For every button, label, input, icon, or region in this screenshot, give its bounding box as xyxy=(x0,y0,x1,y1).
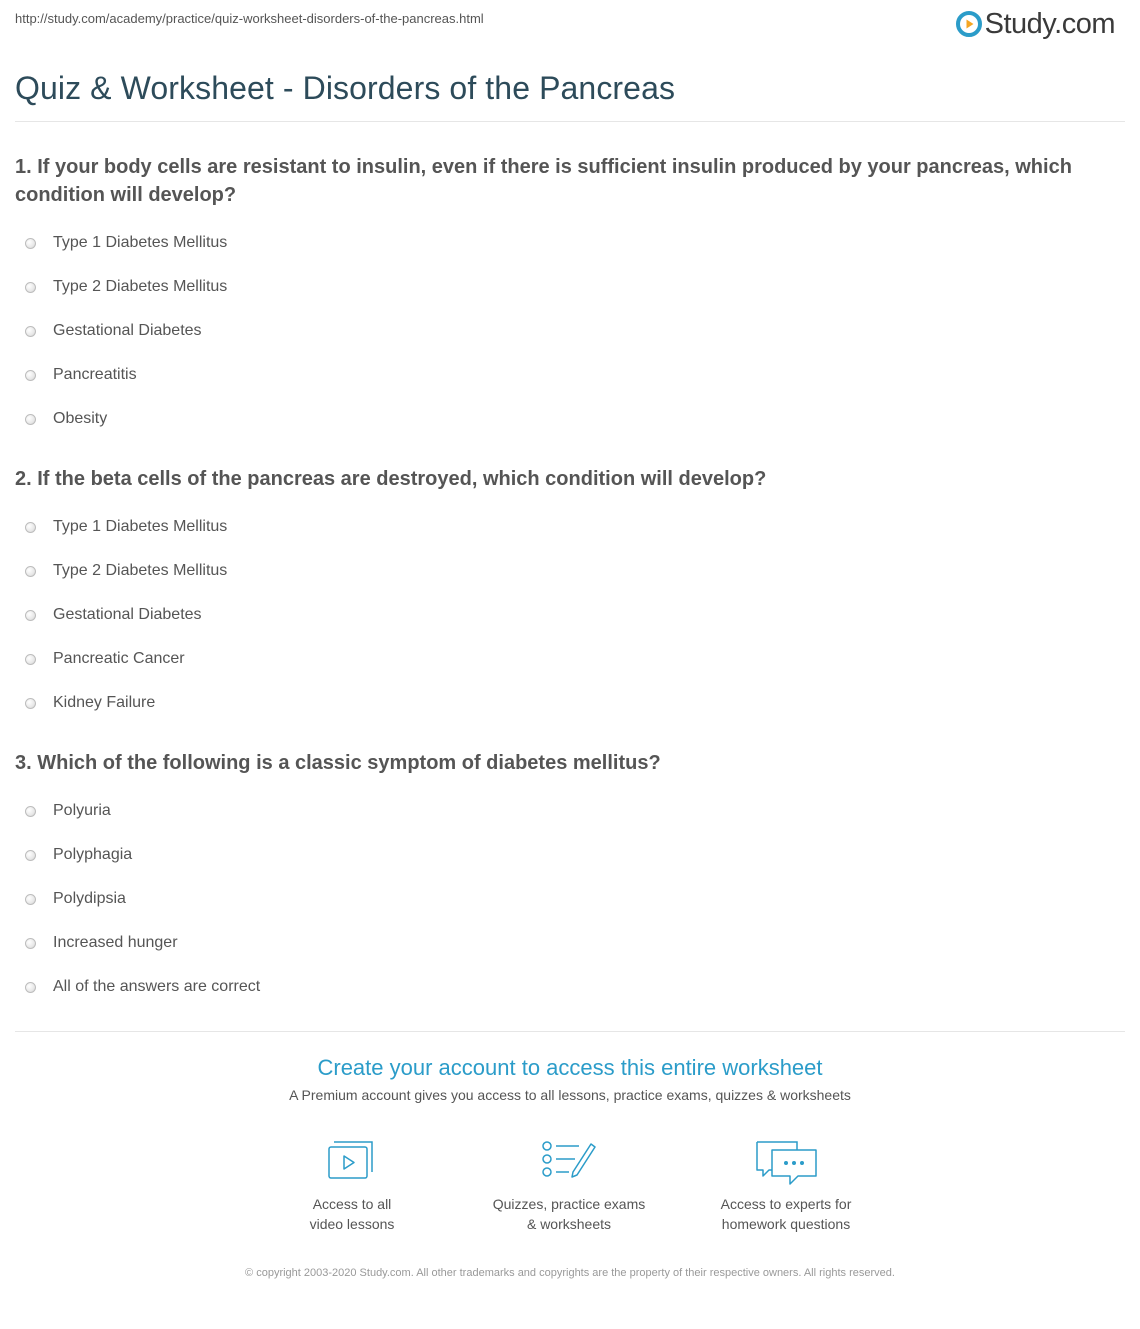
question-text: 3. Which of the following is a classic symptom of diabetes mellitus? xyxy=(15,752,661,774)
radio-button[interactable] xyxy=(25,982,36,993)
feature-text xyxy=(257,1194,447,1234)
question-text: 2. If the beta cells of the pancreas are destroyed, which condition will develop? xyxy=(15,468,767,490)
create-account-link[interactable]: Create your account to access this entire worksheet xyxy=(317,1055,823,1080)
radio-button[interactable] xyxy=(25,938,36,949)
answer-option[interactable] xyxy=(15,265,1115,309)
question-2 xyxy=(15,465,1115,725)
option-label: Kidney Failure xyxy=(53,694,156,711)
answer-option[interactable] xyxy=(15,965,1115,1009)
top-bar xyxy=(15,8,1115,43)
feature-text xyxy=(691,1194,881,1234)
option-label: Gestational Diabetes xyxy=(53,322,202,339)
feature-line: Access to all xyxy=(312,1196,392,1212)
radio-button[interactable] xyxy=(25,282,36,293)
option-label: Gestational Diabetes xyxy=(53,606,202,623)
signup-cta xyxy=(0,1055,1140,1103)
radio-button[interactable] xyxy=(25,806,36,817)
radio-button[interactable] xyxy=(25,654,36,665)
feature-experts xyxy=(691,1138,881,1234)
option-label: Pancreatitis xyxy=(53,366,137,383)
page-title: Quiz & Worksheet - Disorders of the Pancreas xyxy=(15,70,676,106)
option-label: All of the answers are correct xyxy=(53,978,261,995)
answer-option[interactable] xyxy=(15,353,1115,397)
copyright-notice: © copyright 2003-2020 Study.com. All other trademarks and copyrights are the property of their respective owners. All rights reserved. xyxy=(245,1267,895,1279)
answer-option[interactable] xyxy=(15,397,1115,441)
video-lessons-icon xyxy=(326,1138,378,1182)
option-label: Polyphagia xyxy=(53,846,133,863)
radio-button[interactable] xyxy=(25,698,36,709)
radio-button[interactable] xyxy=(25,850,36,861)
radio-button[interactable] xyxy=(25,566,36,577)
option-label: Polydipsia xyxy=(53,890,126,907)
radio-button[interactable] xyxy=(25,238,36,249)
title-divider xyxy=(15,121,1125,122)
option-label: Type 1 Diabetes Mellitus xyxy=(53,234,228,251)
question-text: 1. If your body cells are resistant to insulin, even if there is sufficient insulin produced by your pancreas, which condition will develop? xyxy=(15,156,1072,206)
option-label: Type 1 Diabetes Mellitus xyxy=(53,518,228,535)
cta-subtitle: A Premium account gives you access to all lessons, practice exams, quizzes & worksheets xyxy=(289,1087,851,1103)
chat-bubbles-icon xyxy=(754,1138,818,1188)
radio-button[interactable] xyxy=(25,522,36,533)
answer-option[interactable] xyxy=(15,877,1115,921)
radio-button[interactable] xyxy=(25,894,36,905)
answer-option[interactable] xyxy=(15,309,1115,353)
option-label: Increased hunger xyxy=(53,934,178,951)
option-label: Pancreatic Cancer xyxy=(53,650,185,667)
option-label: Type 2 Diabetes Mellitus xyxy=(53,278,228,295)
answer-option[interactable] xyxy=(15,549,1115,593)
feature-line: & worksheets xyxy=(526,1216,612,1232)
option-label: Type 2 Diabetes Mellitus xyxy=(53,562,228,579)
option-label: Polyuria xyxy=(53,802,111,819)
quiz-checklist-icon xyxy=(541,1138,597,1182)
answer-option[interactable] xyxy=(15,505,1115,549)
feature-line: video lessons xyxy=(309,1216,395,1232)
answer-option[interactable] xyxy=(15,789,1115,833)
answer-option[interactable] xyxy=(15,921,1115,965)
radio-button[interactable] xyxy=(25,370,36,381)
radio-button[interactable] xyxy=(25,414,36,425)
radio-button[interactable] xyxy=(25,610,36,621)
feature-line: Access to experts for xyxy=(720,1196,852,1212)
page-url: http://study.com/academy/practice/quiz-worksheet-disorders-of-the-pancreas.html xyxy=(15,11,484,26)
option-label: Obesity xyxy=(53,410,108,427)
answer-option[interactable] xyxy=(15,637,1115,681)
feature-quizzes xyxy=(474,1138,664,1234)
feature-line: Quizzes, practice exams xyxy=(492,1196,646,1212)
study-logo[interactable] xyxy=(956,8,1115,40)
question-1 xyxy=(15,153,1115,441)
answer-option[interactable] xyxy=(15,833,1115,877)
section-divider xyxy=(15,1031,1125,1032)
feature-line: homework questions xyxy=(721,1216,851,1232)
answer-option[interactable] xyxy=(15,221,1115,265)
answer-option[interactable] xyxy=(15,593,1115,637)
play-circle-icon xyxy=(956,11,982,37)
radio-button[interactable] xyxy=(25,326,36,337)
feature-text xyxy=(474,1194,664,1234)
answer-option[interactable] xyxy=(15,681,1115,725)
logo-text: Study.com xyxy=(984,8,1115,40)
question-3 xyxy=(15,749,1115,1009)
feature-video-lessons xyxy=(257,1138,447,1234)
